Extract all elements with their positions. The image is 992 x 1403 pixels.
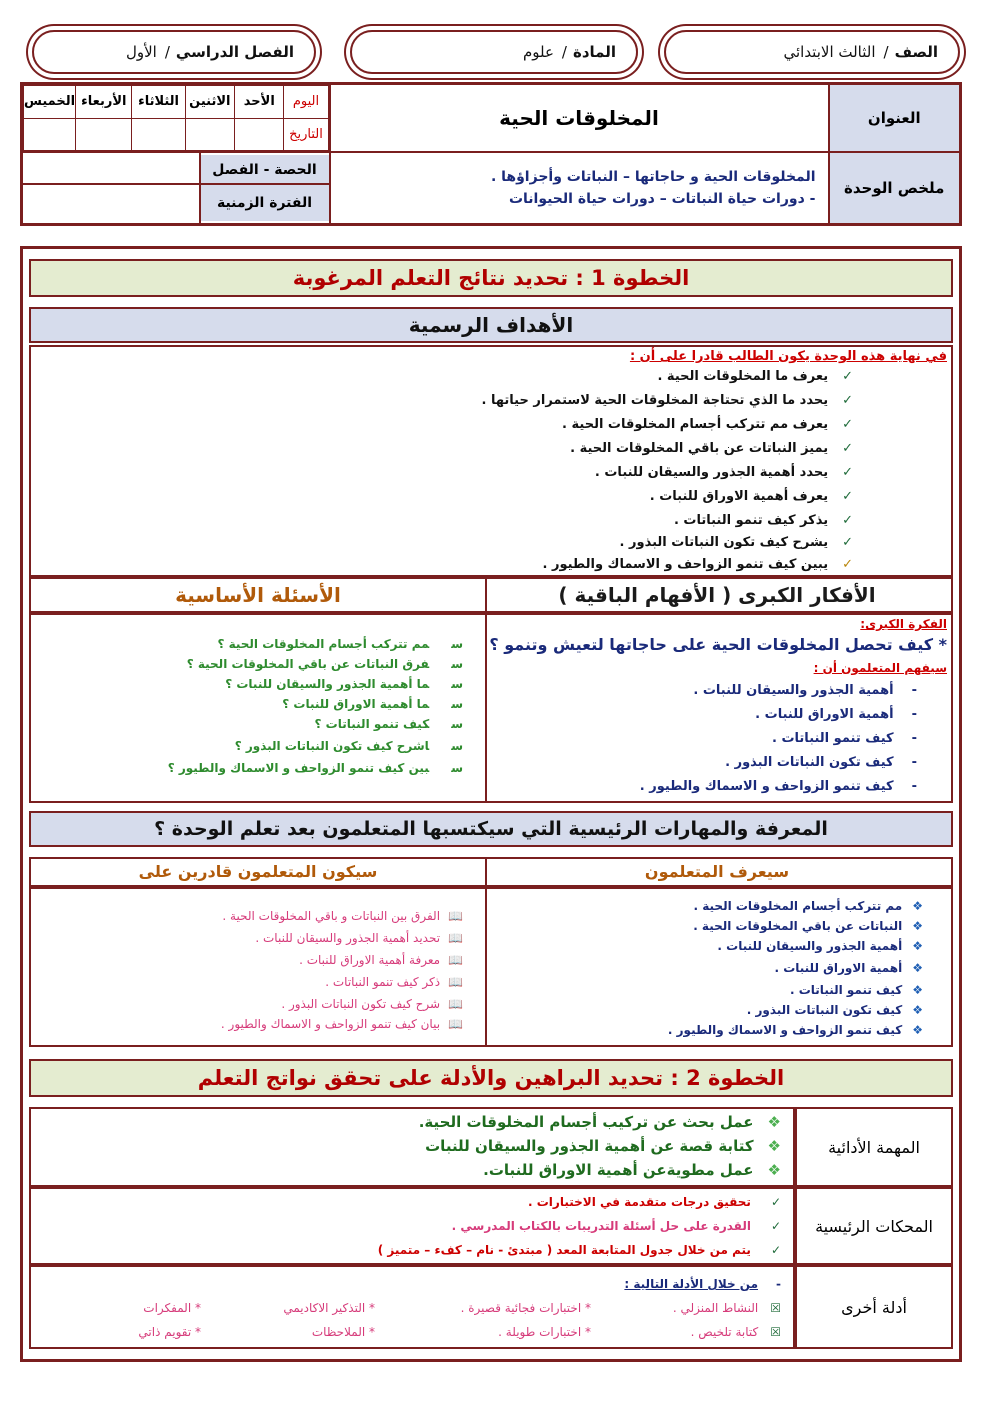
will-know-box — [481, 887, 953, 1047]
questions-box — [29, 613, 487, 803]
question-item: سكيف تنمو النباتات ؟ — [314, 717, 463, 731]
task-box — [29, 1107, 795, 1187]
check-icon: ✓ — [770, 1195, 781, 1209]
subject-value: علوم — [522, 43, 554, 61]
diamond-bullet-icon: ❖ — [767, 1113, 781, 1131]
question-item: سفرق النباتات عن باقي المخلوقات الحية ؟ — [186, 657, 463, 671]
essential-questions-title: الأسئلة الأساسية — [29, 577, 487, 613]
big-ideas-box — [481, 613, 953, 803]
grade-label: الصف — [894, 43, 938, 61]
know-item: ❖النباتات عن باقي المخلوقات الحية . — [693, 919, 923, 933]
know-item: ❖كيف تنمو الزواحف و الاسماك والطيور . — [667, 1023, 923, 1037]
diamond-bullet-icon: ❖ — [912, 961, 923, 975]
will-be-able-box — [29, 887, 487, 1047]
date-cell[interactable] — [235, 118, 284, 151]
evidence-item: * الملاحظات — [311, 1325, 375, 1339]
date-cell[interactable] — [24, 118, 76, 151]
book-icon: 📖 — [448, 909, 463, 923]
criteria-item: ✓تحقيق درجات متقدمة في الاختبارات . — [528, 1195, 781, 1209]
timeframe-label: الفترة الزمنية — [201, 185, 329, 221]
evidence-item: * تقويم ذاتي — [138, 1325, 201, 1339]
criteria-item: ✓القدرة على حل أسئلة التدريبات بالكتاب المدرسي . — [451, 1219, 781, 1233]
question-item: سما أهمية الجذور والسيقان للنبات ؟ — [225, 677, 463, 691]
question-item: ساشرح كيف تكون النباتات البذور ؟ — [234, 739, 463, 753]
main-frame — [20, 246, 962, 1362]
check-icon: ✓ — [842, 513, 853, 528]
big-idea-text: * كيف تحصل المخلوقات الحية على حاجاتها لتعيش وتنمو ؟ — [489, 635, 947, 654]
evidence-item: * المفكرات — [143, 1301, 201, 1315]
check-icon: ✓ — [842, 417, 853, 432]
objective-item: ✓يشرح كيف تكون النباتات البذور . — [619, 535, 853, 550]
criteria-label: المحكات الرئيسية — [795, 1187, 953, 1265]
objective-item: ✓يعرف مم تتركب أجسام المخلوقات الحية . — [562, 417, 853, 432]
check-icon: ✓ — [842, 557, 853, 572]
task-item: ❖كتابة قصة عن أهمية الجذور والسيقان للنبات — [425, 1137, 781, 1155]
book-icon: 📖 — [448, 953, 463, 967]
skill-item: 📖الفرق بين النباتات و باقي المخلوقات الحية . — [222, 909, 463, 923]
will-be-able-title: سيكون المتعلمون قادرين على — [29, 857, 487, 887]
big-idea-label: الفكرة الكبرى: — [860, 617, 947, 631]
check-icon: ✓ — [842, 369, 853, 384]
objectives-intro: في نهاية هذه الوحدة يكون الطالب قادرا على أن : — [629, 349, 947, 364]
knowledge-title: المعرفة والمهارات الرئيسية التي سيكتسبها المتعلمون بعد تعلم الوحدة ؟ — [29, 811, 953, 847]
summary-line-2: - دورات حياة النباتات – دورات حياة الحيوانات — [508, 190, 816, 207]
evidence-item: * التذكير الاكاديمي — [283, 1301, 375, 1315]
semester-value: الأول — [125, 43, 157, 61]
evidence-item: ☒كتابة تلخيص . — [690, 1325, 781, 1339]
understanding-item: -كيف تكون النباتات البذور . — [725, 755, 917, 770]
diamond-bullet-icon: ❖ — [912, 899, 923, 913]
book-icon: 📖 — [448, 931, 463, 945]
objectives-box — [29, 345, 953, 577]
task-item: ❖عمل مطويةعن أهمية الاوراق للنبات. — [483, 1161, 781, 1179]
task-label: المهمة الأدائية — [795, 1107, 953, 1187]
check-icon: ✓ — [770, 1219, 781, 1233]
objective-item: ✓يميز النباتات عن باقي المخلوقات الحية . — [570, 441, 853, 456]
day-tue: الثلاثاء — [132, 86, 185, 119]
objective-item: ✓يحدد ما الذي تحتاجة المخلوقات الحية لاستمرار حياتها . — [481, 393, 853, 408]
evidence-item: * اختبارات طويلة . — [498, 1325, 591, 1339]
day-mon: الاثنين — [185, 86, 235, 119]
book-icon: 📖 — [448, 1017, 463, 1031]
know-item: ❖كيف تكون النباتات البذور . — [746, 1003, 923, 1017]
subject-pill: المادة / علوم — [350, 30, 638, 74]
skill-item: 📖معرفة أهمية الاوراق للنبات . — [299, 953, 463, 967]
diamond-bullet-icon: ❖ — [912, 919, 923, 933]
understanding-item: -كيف تنمو النباتات . — [772, 731, 917, 746]
period-label: الحصة - الفصل — [201, 155, 329, 185]
other-label: أدلة أخرى — [795, 1265, 953, 1349]
question-item: سما أهمية الاوراق للنبات ؟ — [282, 697, 463, 711]
objective-item: ✓يعرف ما المخلوقات الحية . — [657, 369, 853, 384]
date-cell[interactable] — [76, 118, 132, 151]
evidence-item: ☒النشاط المنزلي . — [672, 1301, 781, 1315]
grade-value: الثالث الابتدائي — [783, 43, 876, 61]
understanding-item: -كيف تنمو الزواحف و الاسماك والطيور . — [639, 779, 917, 794]
semester-pill: الفصل الدراسي / الأول — [32, 30, 316, 74]
criteria-box — [29, 1187, 795, 1265]
objective-item: ✓يذكر كيف تنمو النباتات . — [673, 513, 853, 528]
diamond-bullet-icon: ❖ — [912, 1003, 923, 1017]
check-icon: ✓ — [842, 441, 853, 456]
objective-item: ✓يبين كيف تنمو الزواحف و الاسماك والطيور . — [542, 557, 853, 572]
date-cell[interactable] — [185, 118, 235, 151]
big-ideas-title: الأفكار الكبرى ( الأفهام الباقية ) — [481, 577, 953, 613]
summary-line-1: المخلوقات الحية و حاجاتها – النباتات وأجزاؤها . — [490, 168, 816, 185]
semester-label: الفصل الدراسي — [175, 43, 294, 61]
check-icon: ✓ — [842, 535, 853, 550]
book-icon: 📖 — [448, 997, 463, 1011]
timeframe-input[interactable] — [23, 185, 199, 221]
title-label: العنوان — [829, 84, 961, 153]
objective-item: ✓يحدد أهمية الجذور والسيقان للنبات . — [594, 465, 853, 480]
step2-title: الخطوة 2 : تحديد البراهين والأدلة على تحقق نواتج التعلم — [29, 1059, 953, 1097]
diamond-bullet-icon: ❖ — [912, 939, 923, 953]
understand-label: سيفهم المتعلمون أن : — [813, 661, 947, 675]
subject-label: المادة — [572, 43, 616, 61]
checkbox-icon: ☒ — [770, 1301, 781, 1315]
skill-item: 📖ذكر كيف تنمو النباتات . — [325, 975, 463, 989]
diamond-bullet-icon: ❖ — [767, 1137, 781, 1155]
period-input[interactable] — [23, 155, 199, 185]
day-wed: الأربعاء — [76, 86, 132, 119]
header-table — [20, 82, 962, 226]
checkbox-icon: ☒ — [770, 1325, 781, 1339]
criteria-item: ✓يتم من خلال جدول المتابعة المعد ( مبتدئ - نام – كفء – متميز ) — [377, 1243, 781, 1257]
know-item: ❖مم تتركب أجسام المخلوقات الحية . — [693, 899, 923, 913]
other-box — [29, 1265, 795, 1349]
summary-label: ملخص الوحدة — [829, 152, 961, 224]
other-intro: -من خلال الأدلة التالية : — [624, 1277, 781, 1291]
day-sun: الأحد — [235, 86, 284, 119]
objective-item: ✓يعرف أهمية الاوراق للنبات . — [649, 489, 853, 504]
day-label: اليوم — [284, 86, 328, 119]
book-icon: 📖 — [448, 975, 463, 989]
question-item: سمم تتركب أجسام المخلوقات الحية ؟ — [217, 637, 463, 651]
check-icon: ✓ — [842, 489, 853, 504]
know-item: ❖كيف تنمو النباتات . — [790, 983, 923, 997]
check-icon: ✓ — [770, 1243, 781, 1257]
will-know-title: سيعرف المتعلمون — [481, 857, 953, 887]
question-item: سبين كيف تنمو الزواحف و الاسماك والطيور ؟ — [167, 761, 463, 775]
day-thu: الخميس — [24, 86, 76, 119]
understanding-item: -أهمية الاوراق للنبات . — [755, 707, 917, 722]
check-icon: ✓ — [842, 465, 853, 480]
task-item: ❖عمل بحث عن تركيب أجسام المخلوقات الحية. — [418, 1113, 781, 1131]
step1-title: الخطوة 1 : تحديد نتائج التعلم المرغوبة — [29, 259, 953, 297]
know-item: ❖أهمية الاوراق للنبات . — [774, 961, 923, 975]
know-item: ❖أهمية الجذور والسيقان للنبات . — [717, 939, 923, 953]
diamond-bullet-icon: ❖ — [912, 1023, 923, 1037]
diamond-bullet-icon: ❖ — [767, 1161, 781, 1179]
skill-item: 📖شرح كيف تكون النباتات البذور . — [281, 997, 463, 1011]
date-cell[interactable] — [132, 118, 185, 151]
lesson-title: المخلوقات الحية — [330, 84, 829, 153]
understanding-item: -أهمية الجذور والسيقان للنبات . — [693, 683, 917, 698]
date-label: التاريخ — [284, 118, 328, 151]
evidence-item: * اختبارات فجائية قصيرة . — [460, 1301, 591, 1315]
check-icon: ✓ — [842, 393, 853, 408]
objectives-title: الأهداف الرسمية — [29, 307, 953, 343]
grade-pill: الصف / الثالث الابتدائي — [664, 30, 960, 74]
skill-item: 📖بيان كيف تنمو الزواحف و الاسماك والطيور . — [220, 1017, 463, 1031]
diamond-bullet-icon: ❖ — [912, 983, 923, 997]
skill-item: 📖تحديد أهمية الجذور والسيقان للنبات . — [255, 931, 463, 945]
